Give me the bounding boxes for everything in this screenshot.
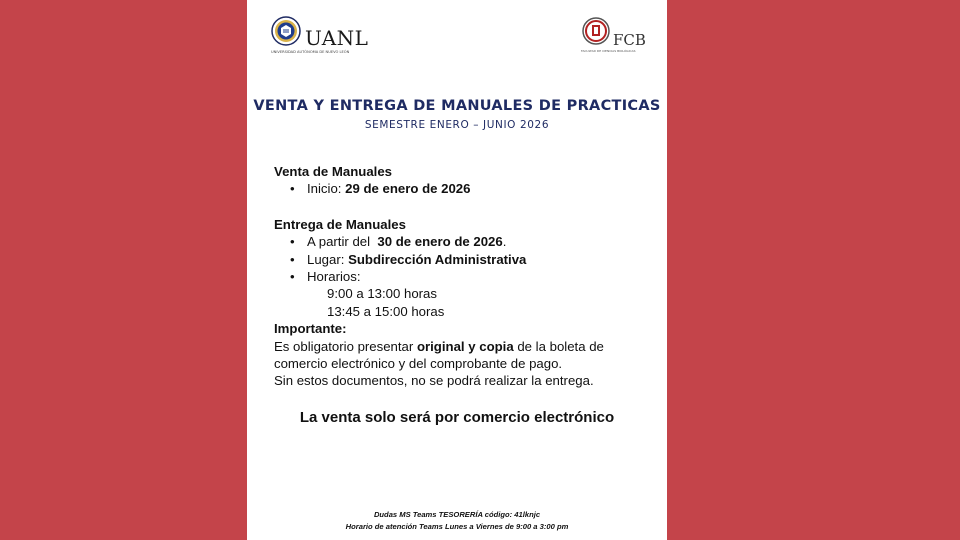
page-subtitle: SEMESTRE ENERO – JUNIO 2026 [364, 119, 550, 131]
apartir-date: 30 de enero de 2026 [377, 234, 503, 250]
list-item [274, 233, 654, 250]
uanl-logo [271, 16, 371, 60]
fcb-wordmark: FCB [613, 31, 646, 49]
page-title: VENTA Y ENTREGA DE MANUALES DE PRACTICAS [253, 98, 661, 114]
fcb-logo [581, 17, 651, 59]
entrega-heading: Entrega de Manuales [274, 216, 406, 232]
closing-note: La venta solo será por comercio electrónico [299, 409, 615, 426]
horario-2: 13:45 a 15:00 horas [327, 303, 445, 319]
importante-text-a: Es obligatorio presentar [274, 338, 417, 354]
lugar-value: Subdirección Administrativa [348, 251, 527, 267]
list-item [274, 251, 654, 268]
bullet-icon: • [290, 181, 295, 197]
fcb-subtitle: FACULTAD DE CIENCIAS BIOLÓGICAS [581, 49, 636, 53]
fcb-seal-icon [581, 17, 611, 47]
inicio-date: 29 de enero de 2026 [345, 181, 471, 197]
list-item [274, 268, 654, 285]
apartir-label: A partir del [307, 234, 378, 250]
importante-line-1 [274, 338, 654, 355]
horarios-label: Horarios: [307, 269, 361, 285]
bullet-icon: • [290, 251, 295, 267]
importante-bold: original y copia [416, 338, 514, 354]
apartir-period: . [502, 234, 507, 250]
footer-contact: Dudas MS Teams TESORERÍA código: 41lknjc [373, 510, 541, 519]
uanl-wordmark: UANL [305, 26, 369, 50]
importante-heading: Importante: [274, 321, 347, 337]
announcement-body [274, 163, 654, 390]
bullet-icon: • [290, 269, 295, 285]
uanl-seal-icon [271, 16, 301, 48]
importante-line-3: Sin estos documentos, no se podrá realizar la entrega. [274, 373, 594, 389]
bullet-icon: • [290, 234, 295, 250]
horario-1: 9:00 a 13:00 horas [327, 286, 437, 302]
footer-hours: Horario de atención Teams Lunes a Viernes de 9:00 a 3:00 pm [345, 522, 569, 531]
lugar-label: Lugar: [307, 251, 349, 267]
importante-line-2: comercio electrónico y del comprobante de pago. [274, 356, 563, 372]
flyer-sheet [247, 0, 667, 540]
uanl-subtitle: UNIVERSIDAD AUTÓNOMA DE NUEVO LEÓN [271, 50, 350, 54]
importante-text-c: de la boleta de [513, 338, 604, 354]
inicio-label: Inicio: [307, 181, 346, 197]
venta-heading: Venta de Manuales [274, 164, 392, 179]
list-item [274, 180, 654, 197]
